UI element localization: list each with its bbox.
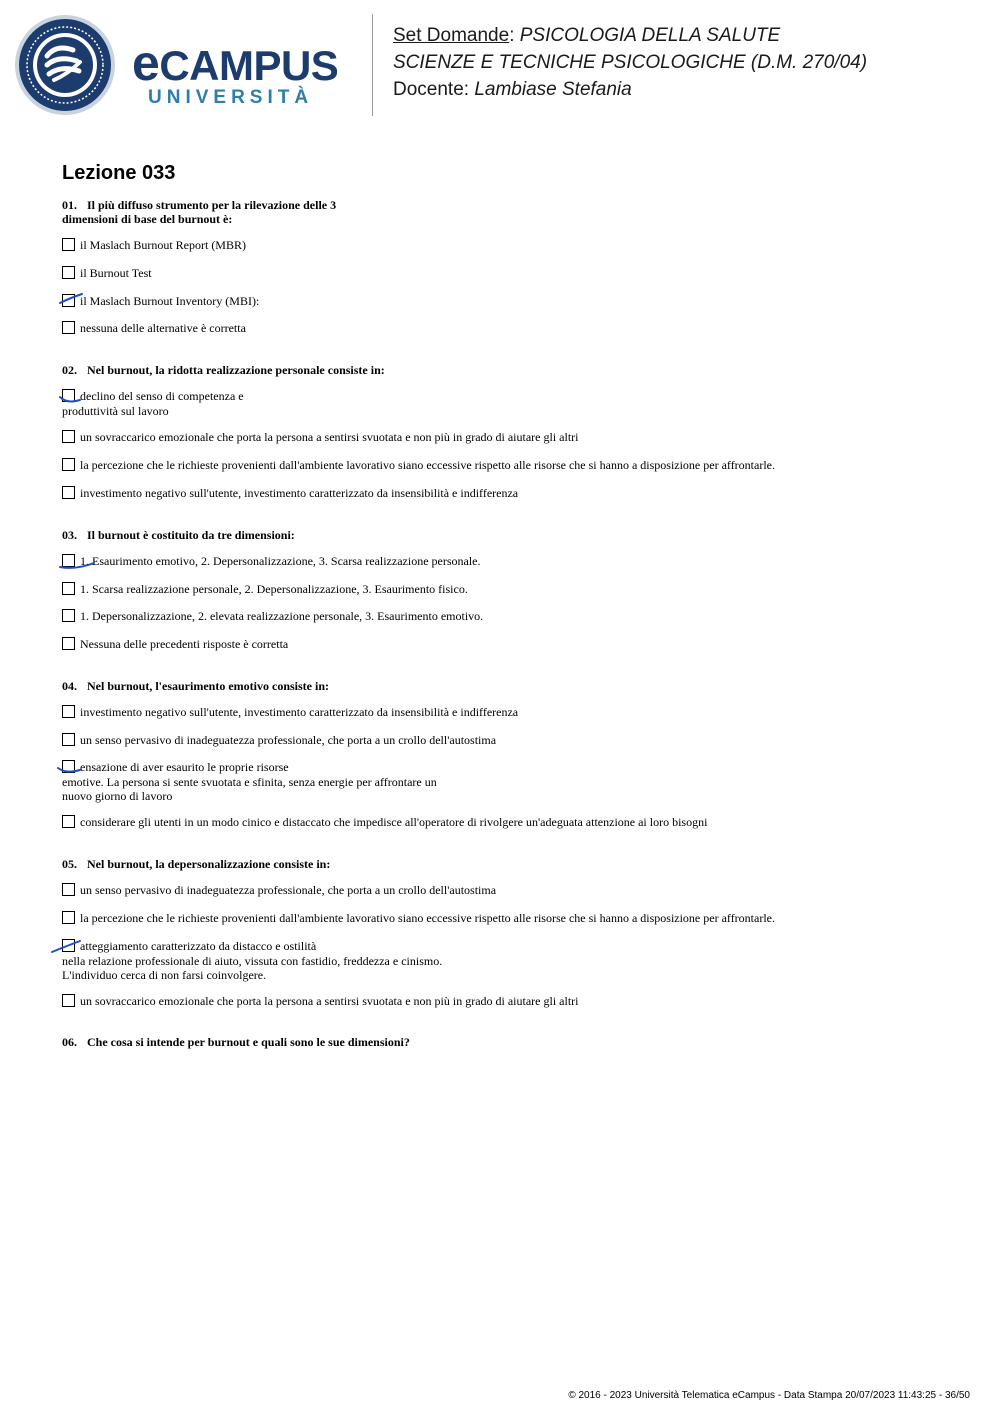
checkbox[interactable]	[62, 911, 75, 924]
answer-option[interactable]	[62, 266, 962, 281]
answer-text: declino del senso di competenza e produttività sul lavoro	[62, 389, 244, 418]
question-title	[62, 528, 295, 542]
course-name: PSICOLOGIA DELLA SALUTE	[519, 25, 781, 46]
checkbox[interactable]	[62, 883, 75, 896]
teacher-label: Docente:	[393, 79, 470, 100]
answer-text: investimento negativo sull'utente, investimento caratterizzato da insensibilità e indifferenza	[80, 486, 519, 500]
question-number: 06.	[62, 1035, 77, 1049]
checkbox[interactable]	[62, 609, 75, 622]
degree-name: SCIENZE E TECNICHE PSICOLOGICHE (D.M. 270/04)	[393, 52, 868, 73]
checkbox[interactable]	[62, 815, 75, 828]
question-title	[62, 198, 336, 226]
checkbox[interactable]	[62, 321, 75, 334]
question-text: Il più diffuso strumento per la rilevazione delle 3 dimensioni di base del burnout è:	[62, 198, 337, 226]
question-title	[62, 679, 329, 693]
answer-text: la percezione che le richieste provenienti dall'ambiente lavorativo siano eccessive rispetto alle risorse che si hanno a disposizione per affrontarle.	[80, 911, 775, 925]
answer-text: ensazione di aver esaurito le proprie risorse emotive. La persona si sente svuotata e sfinita, senza energie per affrontare un nuovo giorno di lavoro	[62, 760, 437, 803]
checkbox[interactable]	[62, 582, 75, 595]
checkbox[interactable]	[62, 637, 75, 650]
answer-text: 1. Scarsa realizzazione personale, 2. Depersonalizzazione, 3. Esaurimento fisico.	[80, 582, 468, 596]
question-title	[62, 363, 385, 377]
checkbox[interactable]	[62, 238, 75, 251]
answer-option[interactable]	[62, 582, 962, 597]
answer-option[interactable]	[62, 637, 962, 652]
checkbox[interactable]	[62, 994, 75, 1007]
answer-option[interactable]	[62, 458, 962, 473]
answer-option[interactable]	[62, 911, 962, 926]
question-number: 03.	[62, 528, 77, 542]
question-number: 02.	[62, 363, 77, 377]
checkbox[interactable]	[62, 705, 75, 718]
answer-text: 1. Esaurimento emotivo, 2. Depersonalizzazione, 3. Scarsa realizzazione personale.	[80, 554, 481, 568]
question-number: 01.	[62, 198, 77, 212]
set-label: Set Domande	[393, 25, 510, 46]
answer-option[interactable]	[62, 554, 962, 569]
answer-text: un sovraccarico emozionale che porta la persona a sentirsi svuotata e non più in grado di aiutare gli altri	[80, 430, 579, 444]
answer-text: il Maslach Burnout Inventory (MBI):	[80, 294, 260, 308]
checkbox[interactable]	[62, 430, 75, 443]
question-text: Nel burnout, la depersonalizzazione consiste in:	[87, 857, 331, 871]
answer-option[interactable]	[62, 609, 962, 624]
answer-option[interactable]	[62, 389, 962, 418]
question-number: 05.	[62, 857, 77, 871]
question-text: Nel burnout, l'esaurimento emotivo consiste in:	[87, 679, 329, 693]
answer-option[interactable]	[62, 815, 962, 830]
answer-text: investimento negativo sull'utente, investimento caratterizzato da insensibilità e indifferenza	[80, 705, 519, 719]
answer-option[interactable]	[62, 238, 962, 253]
question-text: Che cosa si intende per burnout e quali sono le sue dimensioni?	[87, 1035, 410, 1049]
brand-subtitle: UNIVERSITÀ	[148, 87, 314, 108]
checkbox[interactable]	[62, 486, 75, 499]
answer-text: un senso pervasivo di inadeguatezza professionale, che porta a un crollo dell'autostima	[80, 733, 497, 747]
header-info: Set Domande: PSICOLOGIA DELLA SALUTE SCIENZE E TECNICHE PSICOLOGICHE (D.M. 270/04) Docente: Lambiase Stefania	[393, 25, 868, 100]
ecampus-wordmark	[132, 35, 362, 118]
answer-text: atteggiamento caratterizzato da distacco e ostilità nella relazione professionale di aiuto, vissuta con fastidio, freddezza e cinismo. L'individuo cerca di non farsi coinvolgere.	[62, 939, 443, 982]
answer-option[interactable]	[62, 939, 962, 983]
question-text: Nel burnout, la ridotta realizzazione personale consiste in:	[87, 363, 385, 377]
answer-text: considerare gli utenti in un modo cinico e distaccato che impedisce all'operatore di rivolgere un'adeguata attenzione ai loro bisogni	[80, 815, 708, 829]
lesson-title: Lezione 033	[62, 162, 176, 184]
answer-text: 1. Depersonalizzazione, 2. elevata realizzazione personale, 3. Esaurimento emotivo.	[80, 609, 484, 623]
answer-option[interactable]	[62, 883, 962, 898]
question-number: 04.	[62, 679, 77, 693]
checkbox[interactable]	[62, 554, 75, 567]
checkbox[interactable]	[62, 266, 75, 279]
page-header	[0, 0, 1000, 130]
question-title	[62, 857, 330, 871]
answer-text: nessuna delle alternative è corretta	[80, 321, 246, 335]
answer-text: la percezione che le richieste provenienti dall'ambiente lavorativo siano eccessive rispetto alle risorse che si hanno a disposizione per affrontarle.	[80, 458, 775, 472]
answer-text: Nessuna delle precedenti risposte è corretta	[80, 637, 289, 651]
answer-option[interactable]	[62, 486, 962, 501]
brand-prefix: e	[132, 35, 160, 91]
question-text: Il burnout è costituito da tre dimensioni:	[87, 528, 295, 542]
answer-text: un sovraccarico emozionale che porta la persona a sentirsi svuotata e non più in grado di aiutare gli altri	[80, 994, 579, 1008]
brand-name: CAMPUS	[159, 42, 339, 89]
checkbox[interactable]	[62, 760, 75, 773]
ecampus-seal-logo	[14, 14, 116, 116]
answer-option[interactable]	[62, 760, 962, 804]
checkbox[interactable]	[62, 389, 75, 402]
checkbox[interactable]	[62, 733, 75, 746]
answer-option[interactable]	[62, 294, 962, 309]
answer-option[interactable]	[62, 733, 962, 748]
checkbox[interactable]	[62, 294, 75, 307]
answer-text: il Maslach Burnout Report (MBR)	[80, 238, 246, 252]
checkbox[interactable]	[62, 939, 75, 952]
answer-option[interactable]	[62, 430, 962, 445]
teacher-name: Lambiase Stefania	[474, 79, 632, 100]
answer-option[interactable]	[62, 994, 962, 1009]
question-title	[62, 1035, 410, 1049]
answer-option[interactable]	[62, 705, 962, 720]
header-divider	[372, 14, 373, 116]
answer-text: il Burnout Test	[80, 266, 152, 280]
page-footer: © 2016 - 2023 Università Telematica eCampus - Data Stampa 20/07/2023 11:43:25 - 36/50	[568, 1390, 970, 1401]
answer-text: un senso pervasivo di inadeguatezza professionale, che porta a un crollo dell'autostima	[80, 883, 497, 897]
checkbox[interactable]	[62, 458, 75, 471]
answer-option[interactable]	[62, 321, 962, 336]
